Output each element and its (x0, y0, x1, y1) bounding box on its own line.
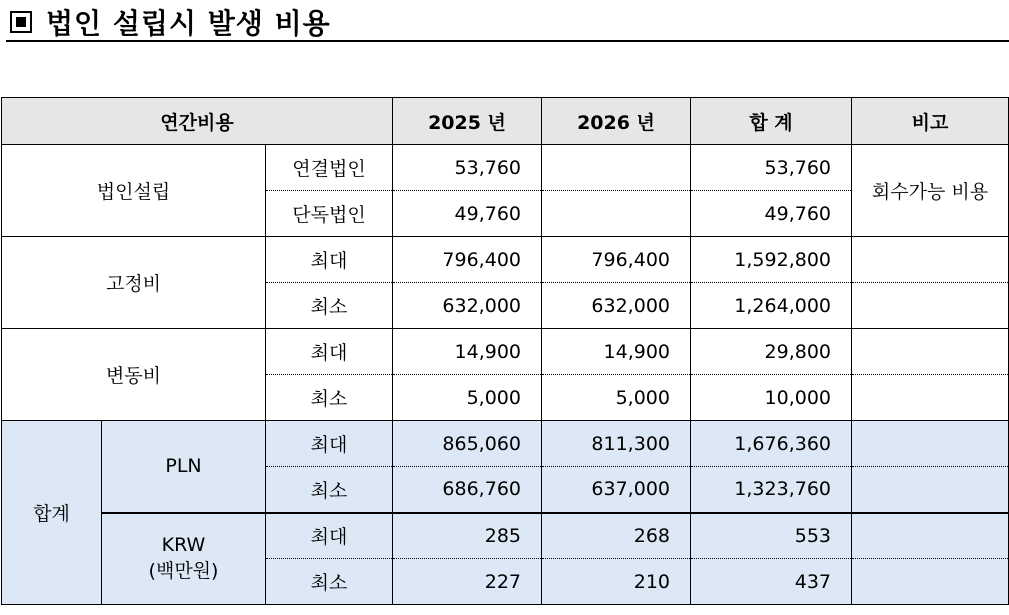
header-2025: 2025 년 (393, 98, 542, 145)
value-2025: 632,000 (393, 283, 542, 329)
value-2025: 796,400 (393, 237, 542, 283)
value-2026: 210 (542, 559, 691, 605)
value-total: 10,000 (691, 375, 852, 421)
note-cell (852, 513, 1009, 559)
header-total: 합 계 (691, 98, 852, 145)
value-2026: 811,300 (542, 421, 691, 467)
sub-label: 최대 (266, 513, 393, 559)
note-cell (852, 467, 1009, 513)
value-2025: 53,760 (393, 145, 542, 191)
value-total: 437 (691, 559, 852, 605)
header-note: 비고 (852, 98, 1009, 145)
value-2026: 796,400 (542, 237, 691, 283)
note-cell (852, 329, 1009, 375)
value-2026: 637,000 (542, 467, 691, 513)
table-row (2, 329, 1009, 375)
value-2026: 268 (542, 513, 691, 559)
value-2026: 632,000 (542, 283, 691, 329)
page-title (6, 4, 1009, 42)
sub-label: 최대 (266, 329, 393, 375)
note-cell (852, 237, 1009, 283)
currency-krw-unit: (백만원) (148, 560, 219, 583)
value-total: 1,592,800 (691, 237, 852, 283)
note-cell (852, 283, 1009, 329)
sub-label: 최대 (266, 237, 393, 283)
note-cell (852, 559, 1009, 605)
value-2025: 5,000 (393, 375, 542, 421)
value-total: 53,760 (691, 145, 852, 191)
value-2025: 285 (393, 513, 542, 559)
sub-label: 최소 (266, 375, 393, 421)
sub-label: 연결법인 (266, 145, 393, 191)
row-label-fixed: 고정비 (2, 237, 266, 329)
sub-label: 최소 (266, 283, 393, 329)
value-2025: 865,060 (393, 421, 542, 467)
cost-table (1, 97, 1009, 605)
value-2025: 227 (393, 559, 542, 605)
value-total: 1,323,760 (691, 467, 852, 513)
currency-krw (102, 513, 266, 605)
value-total: 1,676,360 (691, 421, 852, 467)
header-2026: 2026 년 (542, 98, 691, 145)
value-2026 (542, 191, 691, 237)
note-setup: 회수가능 비용 (852, 145, 1009, 237)
value-total: 29,800 (691, 329, 852, 375)
currency-pln: PLN (102, 421, 266, 513)
value-2025: 49,760 (393, 191, 542, 237)
value-2026: 5,000 (542, 375, 691, 421)
value-total: 49,760 (691, 191, 852, 237)
row-label-sum: 합계 (2, 421, 102, 605)
sub-label: 최대 (266, 421, 393, 467)
value-total: 1,264,000 (691, 283, 852, 329)
value-2026: 14,900 (542, 329, 691, 375)
value-2025: 14,900 (393, 329, 542, 375)
row-label-setup: 법인설립 (2, 145, 266, 237)
table-row (2, 237, 1009, 283)
square-bullet-icon (10, 11, 32, 33)
header-category: 연간비용 (2, 98, 393, 145)
value-2025: 686,760 (393, 467, 542, 513)
row-label-variable: 변동비 (2, 329, 266, 421)
sub-label: 최소 (266, 559, 393, 605)
sub-label: 최소 (266, 467, 393, 513)
sub-label: 단독법인 (266, 191, 393, 237)
value-total: 553 (691, 513, 852, 559)
page-title-text: 법인 설립시 발생 비용 (46, 7, 331, 40)
value-2026 (542, 145, 691, 191)
table-row (2, 513, 1009, 559)
table-row (2, 421, 1009, 467)
header-row (2, 98, 1009, 145)
table-row (2, 145, 1009, 191)
note-cell (852, 375, 1009, 421)
note-cell (852, 421, 1009, 467)
currency-krw-label: KRW (161, 534, 206, 557)
